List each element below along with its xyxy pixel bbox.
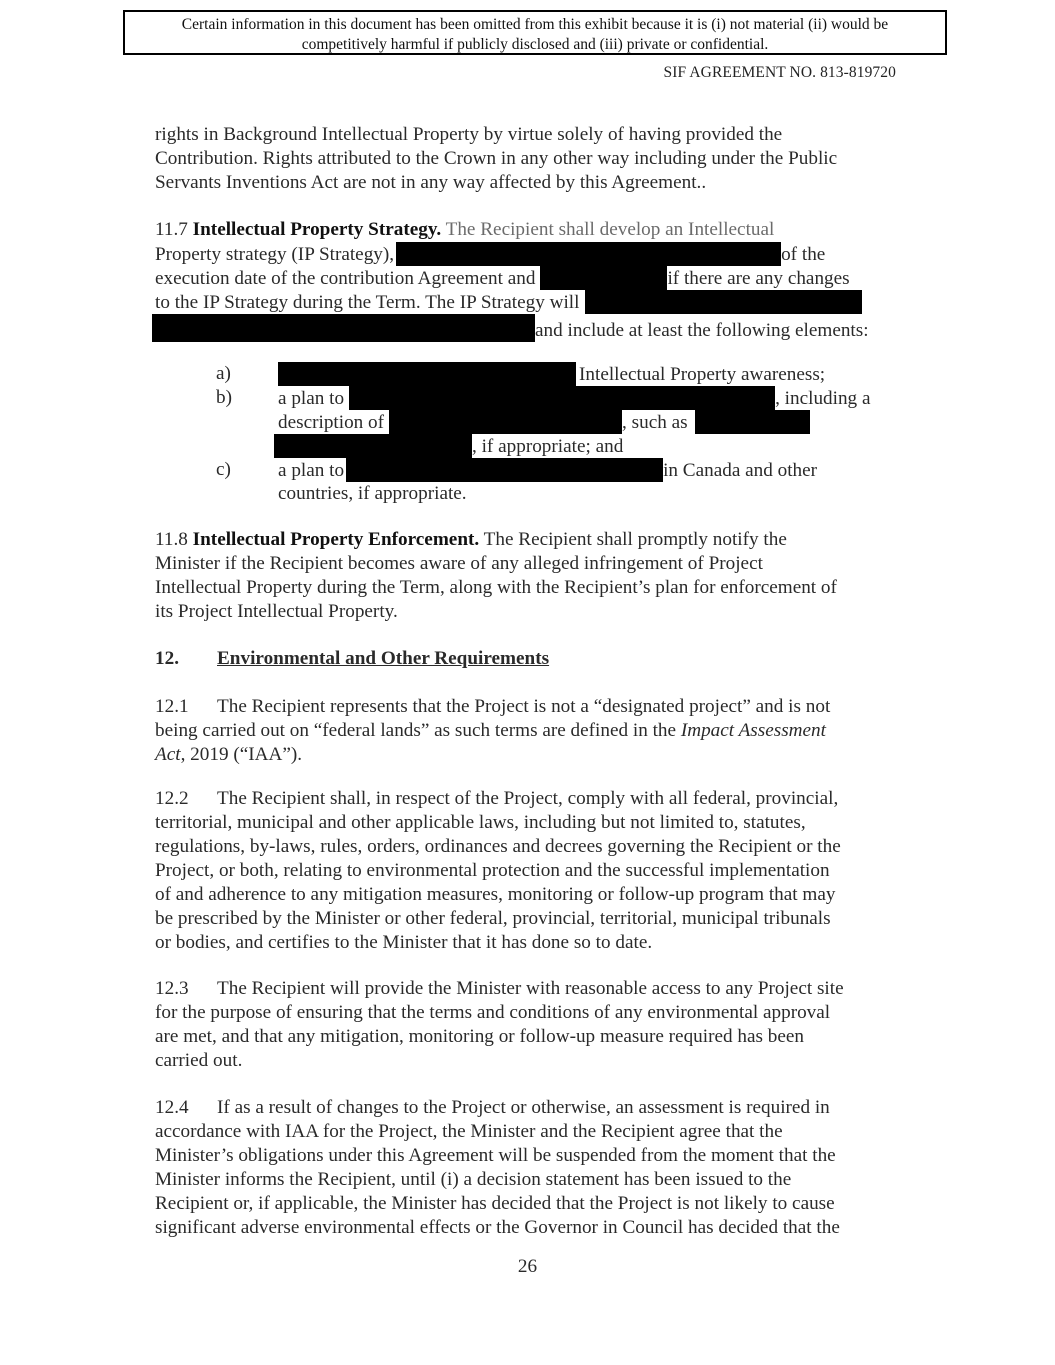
clause-12-4-number: 12.4: [155, 1097, 189, 1118]
redaction-block: [349, 386, 775, 410]
clause-11-7-number: 11.7: [155, 219, 193, 240]
clause-12-1-number: 12.1: [155, 696, 189, 717]
redaction-block: [389, 410, 622, 434]
clause-11-7-line-4a: to the IP Strategy during the Term. The IP Strategy will: [155, 292, 580, 313]
clause-12-2-line-5: of and adherence to any mitigation measures, monitoring or follow-up program that may: [155, 884, 836, 905]
list-item-a: [155, 362, 895, 386]
ip-strategy-elements-list: [155, 362, 895, 506]
section-12-heading: [155, 647, 895, 671]
redaction-block: [695, 410, 810, 434]
clause-12-3-line-1: The Recipient will provide the Minister with reasonable access to any Project site: [217, 978, 844, 999]
section-12-title: Environmental and Other Requirements: [217, 648, 550, 669]
clause-12-1: [155, 695, 895, 767]
clause-11-8-title: Intellectual Property Enforcement.: [192, 529, 480, 550]
clause-12-2-line-1: The Recipient shall, in respect of the Project, comply with all federal, provincial,: [217, 788, 839, 809]
clause-12-4-line-4: Minister informs the Recipient, until (i) a decision statement has been issued to the: [155, 1169, 792, 1190]
clause-12-2-line-2: territorial, municipal and other applicable laws, including but not limited to, statutes,: [155, 812, 806, 833]
clause-12-3: [155, 977, 895, 1073]
agreement-reference: SIF AGREEMENT NO. 813-819720: [663, 64, 896, 81]
clause-12-3-line-4: carried out.: [155, 1050, 243, 1071]
clause-11-8-line-1: The Recipient shall promptly notify the: [479, 529, 787, 550]
list-label-a: a): [216, 363, 231, 384]
clause-11-7-line-5b: and include at least the following elements:: [535, 320, 869, 341]
redaction-block: [274, 434, 472, 458]
redaction-block: [540, 266, 667, 290]
clause-11-7-line-1: The Recipient shall develop an Intellectual: [441, 219, 775, 240]
redaction-block: [396, 242, 781, 266]
redaction-block: [278, 362, 576, 386]
list-item-c: [155, 458, 895, 482]
clause-12-1-line-2a: being carried out on “federal lands” as such terms are defined in the: [155, 720, 681, 741]
clause-12-3-line-3: are met, and that any mitigation, monitoring or follow-up measure required has been: [155, 1026, 804, 1047]
list-c-line-1b: in Canada and other: [663, 460, 818, 481]
clause-12-1-line-3b: , 2019 (“IAA”).: [180, 744, 303, 765]
confidentiality-notice: [123, 10, 947, 55]
clause-11-8-line-4: its Project Intellectual Property.: [155, 601, 398, 622]
list-c-line-2: countries, if appropriate.: [278, 483, 467, 504]
list-b-line-2a: description of: [278, 412, 385, 433]
clause-11-7: [155, 218, 895, 341]
clause-11-8: [155, 528, 895, 624]
clause-12-2-number: 12.2: [155, 788, 189, 809]
list-label-c: c): [216, 459, 231, 480]
list-b-line-1b: , including a: [775, 388, 871, 409]
list-item-b: [155, 386, 895, 410]
clause-12-2-line-7: or bodies, and certifies to the Minister that it has done so to date.: [155, 932, 653, 953]
clause-12-2-line-3: regulations, by-laws, rules, orders, ordinances and decrees governing the Recipient or the: [155, 836, 841, 857]
clause-12-3-line-2: for the purpose of ensuring that the terms and conditions of any environmental approval: [155, 1002, 831, 1023]
clause-11-7-line-2b: of the: [781, 244, 826, 265]
clause-11-7-line-2a: Property strategy (IP Strategy),: [155, 244, 395, 265]
clause-12-4-line-3: Minister’s obligations under this Agreement will be suspended from the moment that the: [155, 1145, 836, 1166]
intro-paragraph: [155, 123, 895, 195]
list-b-line-1a: a plan to: [278, 388, 345, 409]
page-number: 26: [517, 1256, 538, 1277]
clause-12-3-number: 12.3: [155, 978, 189, 999]
list-label-b: b): [216, 387, 232, 408]
clause-11-7-title: Intellectual Property Strategy.: [192, 219, 442, 240]
notice-line-2: competitively harmful if publicly disclosed and (iii) private or confidential.: [301, 36, 769, 53]
clause-12-4-line-1: If as a result of changes to the Project or otherwise, an assessment is required in: [217, 1097, 830, 1118]
clause-11-8-line-3: Intellectual Property during the Term, along with the Recipient’s plan for enforcement of: [155, 577, 837, 598]
list-b-line-2b: , such as: [622, 412, 688, 433]
redaction-block: [346, 458, 663, 482]
notice-line-1: Certain information in this document has been omitted from this exhibit because it is (i) not material (ii) would be: [181, 16, 889, 33]
clause-12-1-act-word: Act: [155, 744, 181, 765]
list-b-line-3b: , if appropriate; and: [472, 436, 624, 457]
list-c-line-1a: a plan to: [278, 460, 345, 481]
clause-12-2-line-6: be prescribed by the Minister or other federal, provincial, territorial, municipal tribunals: [155, 908, 831, 929]
clause-12-1-line-1: The Recipient represents that the Project is not a “designated project” and is not: [217, 696, 831, 717]
clause-11-7-line-3a: execution date of the contribution Agreement and: [155, 268, 536, 289]
clause-12-4-line-5: Recipient or, if applicable, the Minister has decided that the Project is not likely to cause: [155, 1193, 835, 1214]
clause-12-2: [155, 787, 895, 955]
clause-12-1-act-name: Impact Assessment: [680, 720, 826, 741]
clause-12-4-line-6: significant adverse environmental effects or the Governor in Council has decided that the: [155, 1217, 840, 1238]
intro-line-1: rights in Background Intellectual Property by virtue solely of having provided the: [155, 124, 783, 145]
clause-11-7-line-3b: if there are any changes: [667, 268, 850, 289]
redaction-block: [152, 314, 535, 342]
list-a-text: Intellectual Property awareness;: [579, 364, 826, 385]
clause-12-2-line-4: Project, or both, relating to environmental protection and the successful implementation: [155, 860, 830, 881]
intro-line-3: Servants Inventions Act are not in any way affected by this Agreement..: [155, 172, 707, 193]
clause-11-8-number: 11.8: [155, 529, 193, 550]
clause-12-4-line-2: accordance with IAA for the Project, the Minister and the Recipient agree that the: [155, 1121, 783, 1142]
clause-12-4: [155, 1096, 895, 1240]
intro-line-2: Contribution. Rights attributed to the Crown in any other way including under the Public: [155, 148, 838, 169]
redaction-block: [585, 290, 862, 314]
clause-11-8-line-2: Minister if the Recipient becomes aware of any alleged infringement of Project: [155, 553, 763, 574]
section-12-number: 12.: [155, 648, 179, 669]
